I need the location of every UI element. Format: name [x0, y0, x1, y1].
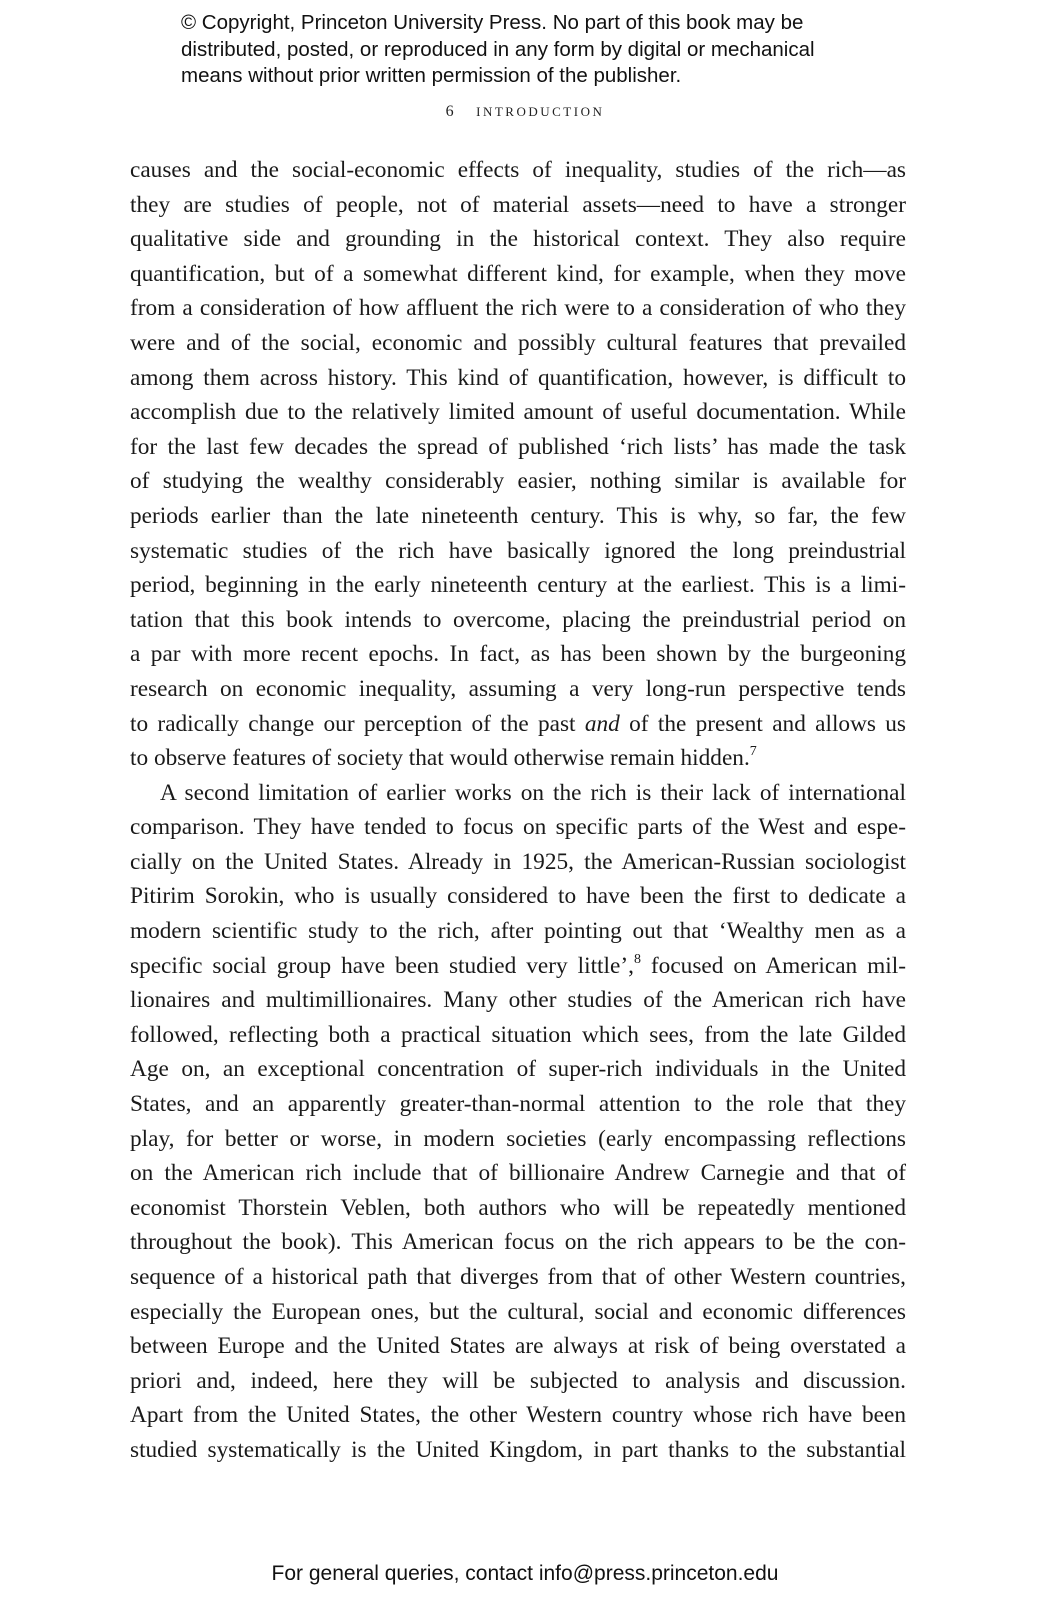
text-line: quantification, but of a somewhat different kind, for example, when they move	[130, 260, 906, 287]
text-line: throughout the book). This American focus on the rich appears to be the con-	[130, 1229, 906, 1256]
text-line	[130, 949, 906, 984]
text-line: of studying the wealthy considerably easier, nothing similar is available for	[130, 468, 906, 495]
text-line: from a consideration of how affluent the rich were to a consideration of who they	[130, 295, 906, 322]
section-title: introduction	[476, 100, 605, 120]
text-segment: of the present and allows us	[619, 710, 907, 737]
text-line: they are studies of people, not of material assets—need to have a stronger	[130, 191, 906, 218]
page-number: 6	[445, 103, 454, 120]
text-line: sequence of a historical path that diverges from that of other Western countries,	[130, 1264, 906, 1290]
text-line: research on economic inequality, assuming a very long-run perspective tends	[130, 675, 906, 702]
text-line: studied systematically is the United Kingdom, in part thanks to the substantial	[130, 1436, 906, 1463]
text-line: especially the European ones, but the cultural, social and economic differences	[130, 1298, 906, 1325]
text-line: States, and an apparently greater-than-normal attention to the role that they	[130, 1091, 906, 1118]
text-line: Age on, an exceptional concentration of super-rich individuals in the United	[130, 1056, 906, 1083]
text-segment: focused on American mil-	[640, 952, 906, 979]
footnote-marker-7[interactable]: 7	[749, 744, 757, 760]
text-line: periods earlier than the late nineteenth century. This is why, so far, the few	[130, 502, 906, 529]
text-line	[130, 741, 906, 776]
text-segment: specific social group have been studied very little’,	[130, 952, 634, 979]
body-text	[130, 153, 906, 1468]
text-line: lionaires and multimillionaires. Many other studies of the American rich have	[130, 987, 906, 1014]
text-line: a par with more recent epochs. In fact, as has been shown by the burgeoning	[130, 641, 906, 668]
text-line: for the last few decades the spread of published ‘rich lists’ has made the task	[130, 433, 906, 460]
text-line: economist Thorstein Veblen, both authors who will be repeatedly mentioned	[130, 1194, 906, 1221]
copyright-notice	[181, 10, 901, 90]
text-line: were and of the social, economic and possibly cultural features that prevailed	[130, 329, 906, 356]
text-line: on the American rich include that of billionaire Andrew Carnegie and that of	[130, 1160, 906, 1187]
text-line: tation that this book intends to overcome, placing the preindustrial period on	[130, 606, 906, 633]
copyright-line: distributed, posted, or reproduced in any form by digital or mechanical	[181, 37, 815, 61]
copyright-line: means without prior written permission of the publisher.	[181, 64, 682, 87]
text-line: comparison. They have tended to focus on specific parts of the West and espe-	[130, 814, 906, 841]
text-line: Pitirim Sorokin, who is usually considered to have been the first to dedicate a	[130, 883, 906, 910]
text-line: priori and, indeed, here they will be subjected to analysis and discussion.	[130, 1367, 906, 1394]
footnote-marker-8[interactable]: 8	[633, 951, 641, 967]
running-head	[0, 100, 1050, 121]
text-line	[130, 707, 906, 742]
text-segment: to radically change our perception of the past	[130, 710, 585, 737]
italic-emphasis: and	[584, 710, 620, 737]
copyright-line: © Copyright, Princeton University Press. No part of this book may be	[181, 11, 804, 34]
text-line: Apart from the United States, the other Western country whose rich have been	[130, 1402, 906, 1429]
text-line: among them across history. This kind of quantification, however, is difficult to	[130, 364, 906, 391]
text-line: period, beginning in the early nineteenth century at the earliest. This is a limi-	[130, 572, 906, 599]
text-segment: to observe features of society that would otherwise remain hidden.	[130, 745, 750, 772]
footer-contact: For general queries, contact info@press.princeton.edu	[271, 1562, 779, 1585]
text-line: qualitative side and grounding in the historical context. They also require	[130, 226, 906, 253]
text-line: accomplish due to the relatively limited amount of useful documentation. While	[130, 399, 906, 426]
text-line: play, for better or worse, in modern societies (early encompassing reflections	[130, 1125, 906, 1152]
text-line: systematic studies of the rich have basically ignored the long preindustrial	[130, 537, 906, 564]
text-line: between Europe and the United States are always at risk of being overstated a	[130, 1333, 906, 1360]
text-line: causes and the social-economic effects of inequality, studies of the rich—as	[130, 157, 906, 183]
text-line: cially on the United States. Already in 1925, the American-Russian sociologist	[130, 848, 906, 875]
paragraph-start-line: A second limitation of earlier works on the rich is their lack of international	[160, 779, 906, 806]
text-line: followed, reflecting both a practical situation which sees, from the late Gilded	[130, 1021, 906, 1048]
text-line: modern scientific study to the rich, after pointing out that ‘Wealthy men as a	[130, 918, 906, 945]
